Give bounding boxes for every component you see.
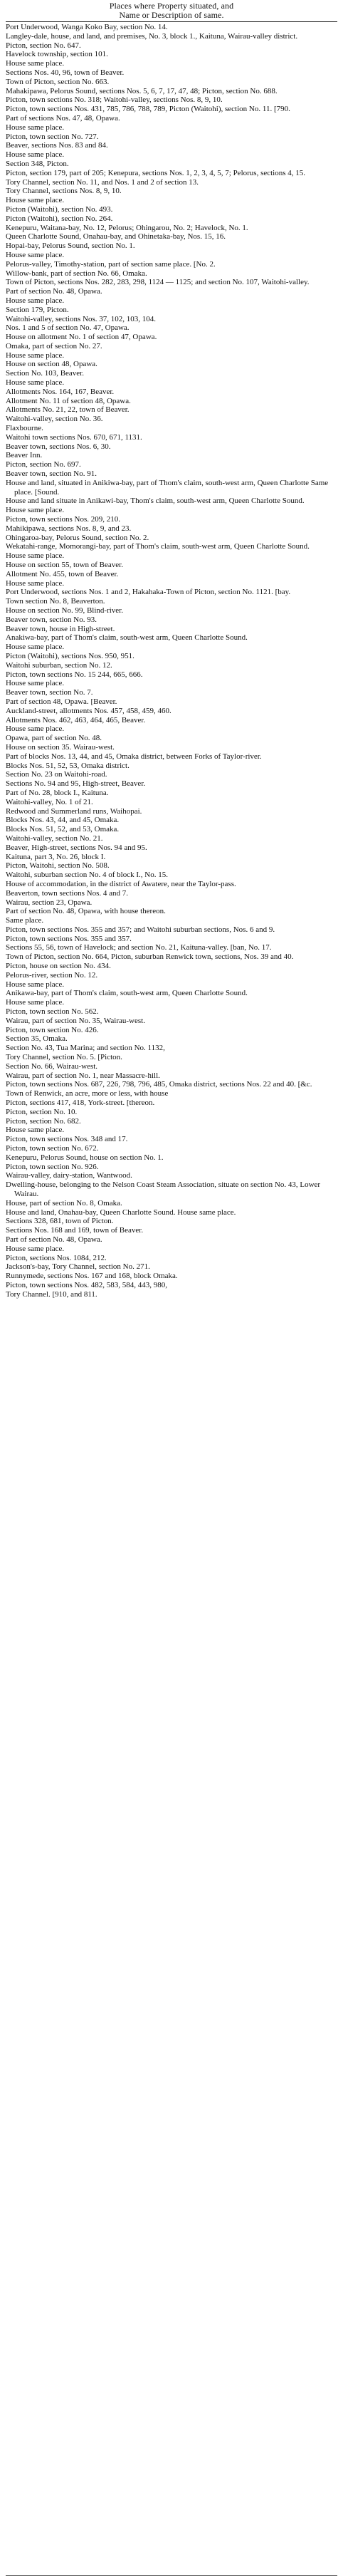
property-entry: Jackson's-bay, Tory Channel, section No. 271. [6,1262,150,1272]
property-entry: Sections Nos. 168 and 169, town of Beaver. [6,1226,144,1235]
property-entry: Part of section 48, Opawa. [Beaver. [6,697,117,706]
property-entry: Tory Channel. [910, and 811. [6,1289,97,1299]
property-entry: Sections No. 94 and 95, High-street, Beaver. [6,779,146,789]
property-entry: Blocks Nos. 51, 52, 53, Omaka district. [6,761,130,770]
property-entry: Section 348, Picton. [6,159,69,168]
property-entry: Anikawa-bay, part of Thom's claim, south-west arm, Queen Charlotte Sound. [6,989,248,998]
property-entry: Waitohi-valley, section No. 21. [6,833,103,843]
property-entry: Section 35, Omaka. [6,1034,68,1044]
property-entry: House of accommodation, in the district of Awatere, near the Taylor-pass. [6,879,236,888]
property-entry: Allotments Nos. 462, 463, 464, 465, Beaver. [6,715,146,724]
property-entry: Picton, section No. 647. [6,41,81,50]
property-entry: Sections 55, 56, town of Havelock; and section No. 21, Kaituna-valley. [ban, No. 17. [6,943,272,952]
property-entry: Picton, town sections Nos. 355 and 357. [6,934,132,943]
property-entry: Tory Channel, section No. 5. [Picton. [6,1053,122,1062]
property-entry: Beaver town, section No. 93. [6,615,97,624]
property-entry: House same place. [6,196,65,205]
property-entry: House on allotment No. 1 of section 47, Opawa. [6,333,157,342]
property-entry: Picton, town sections Nos. 687, 226, 798, 796, 485, Omaka district, sections Nos. 22 and 40. [&c. [6,1080,312,1089]
property-entry: House on section 55, town of Beaver. [6,561,123,570]
property-entry: Waitohi suburban, section No. 12. [6,660,112,670]
property-entry: Mahikipawa, sections Nos. 8, 9, and 23. [6,524,132,533]
property-entry: Flaxbourne. [6,424,43,433]
property-entry: Wairau, part of section No. 1, near Massacre-hill. [6,1071,160,1080]
property-entry: Picton, town section No. 426. [6,1025,99,1034]
property-entry: House same place. [6,1244,65,1253]
property-entry: Wekatahi-range, Momorangi-bay, part of Thom's claim, south-west arm, Queen Charlotte Sound. [6,542,310,551]
property-entry: House on section No. 99, Blind-river. [6,606,123,615]
property-entry: Picton, town section No. 562. [6,1007,99,1017]
property-entry: Picton, town sections Nos. 431, 785, 786, 788, 789, Picton (Waitohi), section No. 11. [790. [6,105,290,114]
property-entry: Dwelling-house, belonging to the Nelson Coast Steam Association, situate on section No. 43, Lower Wairau. [6,1180,321,1198]
column-heading-line-2: Name or Description of same. [119,10,224,20]
property-entry: Port Underwood, sections Nos. 1 and 2, Hakahaka-Town of Picton, section No. 1121. [bay. [6,588,291,597]
property-entry: Sections Nos. 40, 96, town of Beaver. [6,68,125,77]
property-entry: Beaver town, sections Nos. 6, 30. [6,442,111,451]
property-entry: House same place. [6,679,65,688]
property-entry: Waitohi-valley, sections Nos. 37, 102, 103, 104. [6,314,157,323]
property-entry: Pelorus-valley, Timothy-station, part of section same place. [No. 2. [6,259,216,269]
property-entry: Wairau-valley, dairy-station, Wantwood. [6,1171,132,1180]
property-entry: House same place. [6,506,65,515]
property-entry: Town of Renwick, an acre, more or less, with house [6,1089,169,1099]
property-entry: Allotments Nos. 164, 167, Beaver. [6,387,115,396]
property-entry: Picton, town section No. 926. [6,1162,99,1171]
property-entry: Tory Channel, sections Nos. 8, 9, 10. [6,187,122,196]
property-entry: Mahakipawa, Pelorus Sound, sections Nos. 5, 6, 7, 17, 47, 48; Picton, section No. 688. [6,86,278,95]
property-entry: Blocks Nos. 51, 52, and 53, Omaka. [6,825,120,834]
property-entry: Sections 328, 681, town of Picton. [6,1217,114,1226]
property-entry: Town section No. 8, Beaverton. [6,597,105,606]
property-entry: House and land, situated in Anikiwa-bay, part of Thom's claim, south-west arm, Queen Charlotte Same place. [Sound. [6,478,329,497]
property-entry: Opawa, part of section No. 48. [6,734,102,743]
property-entry: Waitohi-valley, section No. 36. [6,415,103,424]
property-entry: House on section 48, Opawa. [6,360,97,369]
property-entry: Nos. 1 and 5 of section No. 47, Opawa. [6,323,130,333]
property-entry: Picton, sections 417, 418, York-street. [thereon. [6,1099,155,1108]
property-entry: House same place. [6,980,65,989]
property-entry: House same place. [6,1126,65,1135]
property-entry: Same place. [6,916,44,925]
property-entry: Picton, town sections No. 318; Waitohi-valley, sections Nos. 8, 9, 10. [6,95,223,105]
property-entry: Picton, town sections Nos. 482, 583, 584, 443, 980, [6,1280,168,1289]
property-entry: Beaver Inn. [6,451,43,460]
property-entry: Town of Picton, section No. 663. [6,77,110,86]
column-heading [6,1,337,20]
property-entry: Section 179, Picton. [6,305,69,314]
property-entry: Willow-bank, part of section No. 66, Omaka. [6,269,147,278]
property-entry: Part of blocks Nos. 13, 44, and 45, Omaka district, between Forks of Taylor-river. [6,752,262,761]
property-entry: Picton (Waitohi), section No. 264. [6,214,113,223]
property-entry: Port Underwood, Wanga Koko Bay, section No. 14. [6,23,168,31]
property-entry: Part of sections Nos. 47, 48, Opawa. [6,113,120,123]
property-entry: Section No. 66, Wairau-west. [6,1061,98,1071]
property-entry: Redwood and Summerland runs, Waihopai. [6,806,142,816]
property-entry: Havelock township, section 101. [6,50,108,59]
property-entry: Part of section No. 48, Opawa, with house thereon. [6,907,166,916]
property-entry: Part of section No. 48, Opawa. [6,287,102,296]
property-entry: Beaverton, town sections Nos. 4 and 7. [6,888,128,898]
property-entry: House, part of section No. 8, Omaka. [6,1198,122,1208]
property-entry: House same place. [6,578,65,588]
property-entry: Waitohi, suburban section No. 4 of block I., No. 15. [6,871,168,880]
property-entry: House on section 35. Wairau-west. [6,742,115,752]
property-entry: Part of No. 28, block I., Kaituna. [6,788,109,797]
property-entry: House same place. [6,150,65,160]
property-entry: Anakiwa-bay, part of Thom's claim, south-west arm, Queen Charlotte Sound. [6,633,248,643]
column-heading-line-1: Places where Property situated, and [109,1,234,11]
property-entry: Pelorus-river, section No. 12. [6,970,98,980]
property-entry: Picton, town section No. 727. [6,132,99,141]
property-entry: Picton (Waitohi), sections Nos. 950, 951. [6,651,134,660]
property-entry: Section No. 103, Beaver. [6,369,84,378]
property-entry: Hopai-bay, Pelorus Sound, section No. 1. [6,242,135,251]
property-entry: Picton, Waitohi, section No. 508. [6,861,110,871]
property-entry: Picton (Waitohi), section No. 493. [6,204,113,214]
property-entry: Picton, section 179, part of 205; Kenepura, sections Nos. 1, 2, 3, 4, 5, 7; Pelorus, sections 4, 15. [6,168,306,177]
property-entry: Allotment No. 455, town of Beaver. [6,569,119,578]
property-entry: Beaver, sections Nos. 83 and 84. [6,141,108,150]
property-entry: House and land situate in Anikawi-bay, Thom's claim, south-west arm, Queen Charlotte Sound. [6,497,305,506]
property-entry: Ohingaroa-bay, Pelorus Sound, section No. 2. [6,533,149,542]
property-entry: Picton, town sections Nos. 355 and 357; and Waitohi suburban sections, Nos. 6 and 9. [6,925,275,934]
property-entry: House same place. [6,350,65,360]
property-entry: House same place. [6,250,65,259]
property-entry: Section No. 43, Tua Marina; and section No. 1132, [6,1044,165,1053]
property-entry: House same place. [6,296,65,305]
property-entry: Blocks Nos. 43, 44, and 45, Omaka. [6,816,120,825]
property-entry: Part of section No. 48, Opawa. [6,1235,102,1244]
heading-rule [6,21,337,22]
property-entry: House same place. [6,59,65,68]
property-entry: House same place. [6,551,65,561]
property-entry: Picton, section No. 10. [6,1107,78,1116]
property-entry: Town of Picton, sections Nos. 282, 283, 298, 1124 — 1125; and section No. 107, Waitohi-valley. [6,278,310,287]
property-entry: House same place. [6,724,65,734]
property-list [6,23,337,1299]
property-entry: House same place. [6,998,65,1007]
property-entry: Picton, town sections Nos. 348 and 17. [6,1135,128,1144]
property-entry: Kaituna, part 3, No. 26, block I. [6,852,106,861]
property-entry: House same place. [6,123,65,132]
property-entry: Kenepuru, Waitana-bay, No. 12, Pelorus; Ohingarou, No. 2; Havelock, No. 1. [6,223,248,232]
property-entry: Waitohi town sections Nos. 670, 671, 1131. [6,432,142,442]
property-entry: Queen Charlotte Sound, Onahau-bay, and Ohinetaka-bay, Nos. 15, 16. [6,232,226,242]
property-entry: Allotments No. 21, 22, town of Beaver. [6,405,130,415]
property-entry: Langley-dale, house, and land, and premises, No. 3, block 1., Kaituna, Wairau-valley district. [6,31,298,41]
property-entry: Beaver town, section No. 7. [6,688,93,697]
property-entry: Waitohi-valley, No. 1 of 21. [6,797,93,806]
property-entry: Section No. 23 on Waitohi-road. [6,770,107,779]
property-entry: Picton, town section No. 672. [6,1144,99,1153]
property-entry: Picton, section No. 697. [6,460,81,469]
property-entry: Beaver town, house in High-street. [6,624,115,633]
property-entry: Picton, section No. 682. [6,1116,81,1126]
property-entry: Picton, sections Nos. 1084, 212. [6,1253,107,1262]
property-entry: Auckland-street, allotments Nos. 457, 458, 459, 460. [6,706,172,715]
property-entry: House same place. [6,378,65,388]
property-entry: Tory Channel, section No. 11, and Nos. 1 and 2 of section 13. [6,177,199,187]
property-entry: Runnymede, sections Nos. 167 and 168, block Omaka. [6,1272,178,1281]
property-entry: Picton, town sections No. 15 244, 665, 666. [6,670,143,679]
property-entry: Omaka, part of section No. 27. [6,341,102,350]
property-entry: Allotment No. 11 of section 48, Opawa. [6,396,131,405]
property-entry: Wairau, section 23, Opawa. [6,898,93,907]
property-entry: Kenepuru, Pelorus Sound, house on section No. 1. [6,1153,164,1162]
property-entry: Wairau, part of section No. 35, Wairau-west. [6,1016,145,1025]
property-entry: House same place. [6,643,65,652]
property-entry: Picton, house on section No. 434. [6,962,111,971]
property-entry: Beaver town, section No. 91. [6,469,97,479]
property-entry: Picton, town sections Nos. 209, 210. [6,515,121,524]
property-entry: House and land, Onahau-bay, Queen Charlotte Sound. House same place. [6,1208,236,1217]
property-entry: Town of Picton, section No. 664, Picton, suburban Renwick town, sections, Nos. 39 and 40. [6,952,294,962]
property-entry: Beaver, High-street, sections Nos. 94 and 95. [6,843,147,852]
